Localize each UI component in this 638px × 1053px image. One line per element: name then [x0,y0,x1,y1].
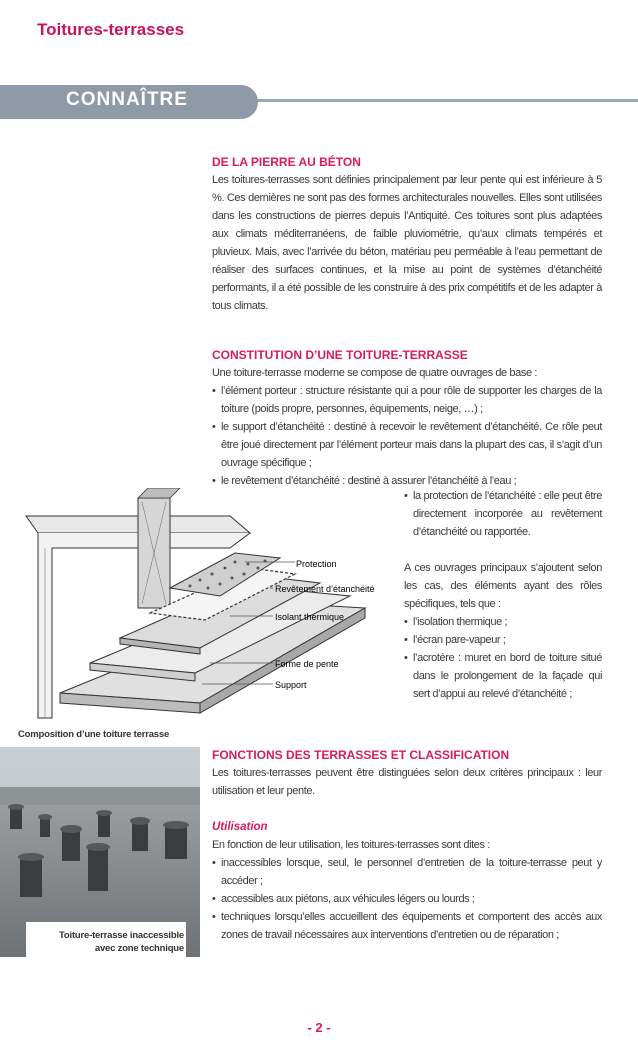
diagram-label: Isolant thermique [275,612,345,622]
list-item: • inaccessibles lorsque, seul, le personnel d’entretien de la toiture-terrasse peut y accéder ; [212,854,602,890]
section-constitution [212,346,602,490]
diagram-label: Forme de pente [275,659,339,669]
list-item: • le support d’étanchéité : destiné à recevoir le revêtement d’étanchéité. Ce rôle peut être joué directement par l’élément porteur mais dans la plupart des cas, il s’agit d’un ouvrage spécifique ; [212,418,602,472]
diagram-label: Protection [296,559,337,569]
subsection-heading: Utilisation [212,821,268,833]
list-item: • l’élément porteur : structure résistante qui a pour rôle de supporter les charges de la toiture (poids propre, personnes, équipements, neige, …) ; [212,382,602,418]
bullet-list [404,613,602,703]
section-heading: DE LA PIERRE AU BÉTON [212,155,361,169]
page-title: Toitures-terrasses [37,20,185,39]
section-paragraph: Les toitures-terrasses sont définies principalement par leur pente qui est inférieure à 5 %. Ces dernières ne sont pas des formes architecturales nouvelles. Elles sont utilisées dans les constructions de pierres depuis l’Antiquité. Ces toitures sont plus adaptées aux climats méditerranéens, de faible pluviométrie, qu’aux climats tempérés et pluvieux. Mais, avec l’arrivée du béton, matériau peu perméable à l’eau permettant de réaliser des surfaces continues, et la mise au point de systèmes d’étanchéité performants, il a été possible de les construire à des prix compétitifs et de les adapter à tous climats. [212,174,602,312]
photo-caption-line: Toiture-terrasse inaccessible [59,930,184,941]
roof-composition-diagram [20,488,400,728]
bullet-list [212,854,602,944]
roof-photo [0,747,200,957]
list-item: • l’écran pare-vapeur ; [404,631,602,649]
photo-caption [34,929,184,955]
section-fonctions [212,746,602,944]
bullet-list [404,487,602,541]
list-item: • techniques lorsqu’elles accueillent des équipements et comportent des accès aux zones de travail nécessaires aux interventions d’entretien ou de réparation ; [212,908,602,944]
section-pierre-beton [212,153,602,315]
section-heading: CONSTITUTION D’UNE TOITURE-TERRASSE [212,348,468,362]
photo-caption-line: avec zone technique [94,943,184,954]
section-intro: A ces ouvrages principaux s’ajoutent selon les cas, des éléments ayant des rôles spécifiques, tels que : [404,562,602,610]
list-item: • la protection de l’étanchéité : elle peut être directement incorporée au revêtement d’étanchéité ou rapportée. [404,487,602,541]
list-item: • l’acrotère : muret en bord de toiture situé dans le prolongement de la façade qui sert d’appui au relevé d’étanchéité ; [404,649,602,703]
list-item: • accessibles aux piétons, aux véhicules légers ou lourds ; [212,890,602,908]
section-label: CONNAÎTRE [66,89,188,110]
section-heading: FONCTIONS DES TERRASSES ET CLASSIFICATION [212,748,510,762]
constitution-right-column [404,487,602,703]
page-number: - 2 - [307,1020,331,1035]
diagram-caption: Composition d’une toiture terrasse [18,729,170,740]
section-intro: Les toitures-terrasses peuvent être distinguées selon deux critères principaux : leur utilisation et leur pente. [212,767,602,797]
diagram-label: Support [275,680,307,690]
section-intro: En fonction de leur utilisation, les toitures-terrasses sont dites : [212,839,490,851]
list-item: • le revêtement d’étanchéité : destiné à assurer l’étanchéité à l’eau ; [212,472,602,490]
bullet-list [212,382,602,490]
diagram-label: Revêtement d’étanchéité [275,584,375,594]
list-item: • l’isolation thermique ; [404,613,602,631]
section-intro: Une toiture-terrasse moderne se compose de quatre ouvrages de base : [212,367,537,379]
